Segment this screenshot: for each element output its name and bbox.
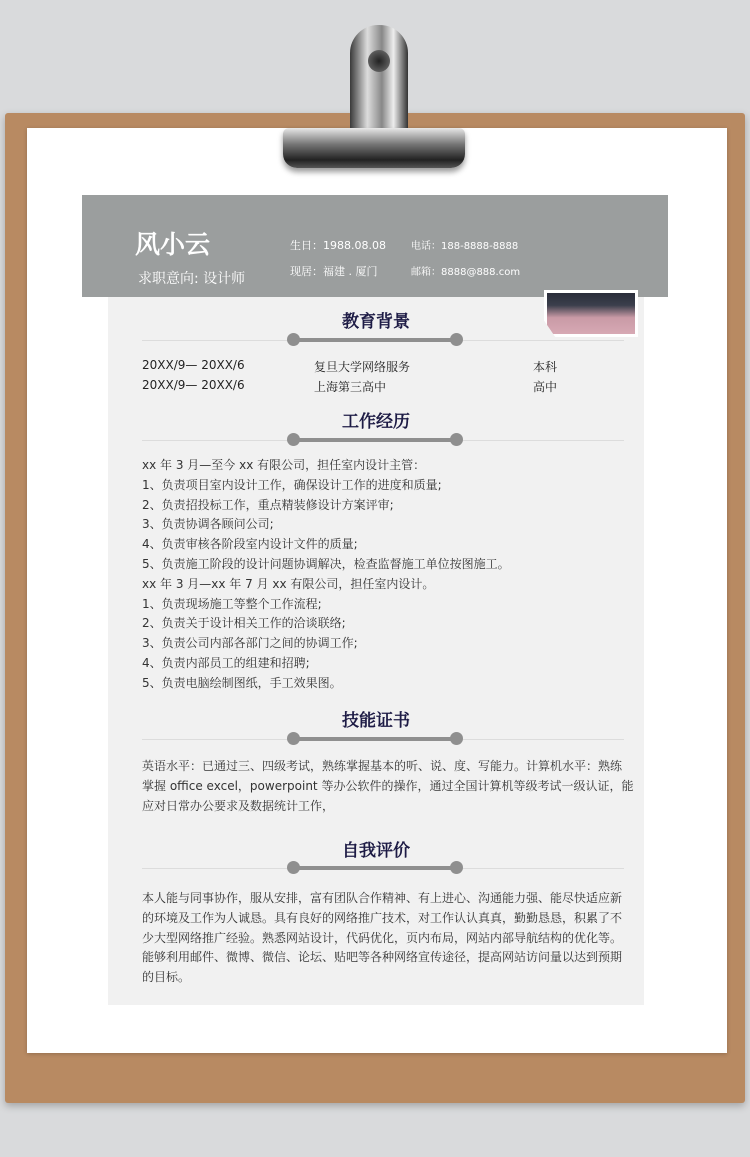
bar-dot (450, 732, 463, 745)
text-line: 3、负责公司内部各部门之间的协调工作; (142, 636, 358, 651)
edu-school: 复旦大学网络服务 (314, 360, 411, 374)
text-line: xx 年 3 月—至今 xx 有限公司，担任室内设计主管： (142, 458, 426, 472)
email: 邮箱：8888@888.com (411, 267, 521, 278)
edu-degree: 本科 (533, 360, 558, 374)
edu-period: 20XX/9— 20XX/6 (142, 378, 245, 392)
text-line: 2、负责关于设计相关工作的洽谈联络; (142, 616, 346, 631)
text-line: 5、负责电脑绘制图纸，手工效果图。 (142, 675, 342, 690)
resume-header (82, 195, 668, 297)
location: 现居：福建 . 厦门 (290, 265, 378, 278)
edu-school: 上海第三高中 (314, 380, 387, 394)
person-name: 风小云 (135, 230, 211, 259)
title-bar (293, 737, 457, 741)
resume-body (108, 297, 644, 1005)
bar-dot (287, 333, 300, 346)
text-line: 3、负责协调各顾问公司; (142, 517, 274, 532)
text-line: 1、负责现场施工等整个工作流程; (142, 596, 322, 611)
binder-clip-base (283, 128, 465, 168)
section-title-self: 自我评价 (342, 841, 410, 861)
section-title-work: 工作经历 (342, 412, 410, 432)
title-bar (293, 438, 457, 442)
text-line: 能够利用邮件、微博、微信、论坛、贴吧等各种网络宣传途径，提高网站访问量以达到预期 (142, 950, 623, 965)
text-line: 英语水平：已通过三、四级考试，熟练掌握基本的听、说、度、写能力。计算机水平：熟练 (142, 759, 623, 773)
text-line: 2、负责招投标工作，重点精装修设计方案评审; (142, 497, 394, 512)
bar-dot (450, 861, 463, 874)
profile-photo (544, 290, 638, 337)
job-intent: 求职意向: 设计师 (138, 271, 246, 287)
section-title-education: 教育背景 (342, 312, 410, 332)
text-line: 的目标。 (142, 970, 191, 985)
title-bar (293, 866, 457, 870)
text-line: 本人能与同事协作，服从安排，富有团队合作精神、有上进心、沟通能力强、能尽快适应新 (142, 891, 623, 905)
text-line: xx 年 3 月—xx 年 7 月 xx 有限公司，担任室内设计。 (142, 576, 435, 591)
edu-period: 20XX/9— 20XX/6 (142, 358, 245, 372)
text-line: 5、负责施工阶段的设计问题协调解决，检查监督施工单位按图施工。 (142, 557, 510, 571)
title-bar (293, 338, 457, 342)
birthday: 生日：1988.08.08 (290, 239, 386, 252)
binder-clip-icon (350, 25, 408, 145)
clip-hole (368, 50, 390, 72)
text-line: 的环境及工作为人诚恳。具有良好的网络推广技术，对工作认认真真，勤勤恳恳，积累了不 (142, 910, 623, 925)
section-title-skills: 技能证书 (342, 711, 410, 731)
bar-dot (287, 433, 300, 446)
text-line: 1、负责项目室内设计工作，确保设计工作的进度和质量; (142, 477, 442, 492)
edu-degree: 高中 (533, 380, 558, 394)
phone: 电话：188-8888-8888 (411, 241, 519, 252)
bar-dot (287, 861, 300, 874)
text-line: 应对日常办公要求及数据统计工作， (142, 798, 335, 813)
text-line: 4、负责审核各阶段室内设计文件的质量; (142, 537, 358, 552)
text-line: 少大型网络推广经验。熟悉网站设计，代码优化，页内布局，网站内部导航结构的优化等。 (142, 930, 623, 945)
text-line: 掌握 office excel，powerpoint 等办公软件的操作，通过全国计算机等级考试一级认证，能 (142, 778, 634, 793)
bar-dot (450, 433, 463, 446)
bar-dot (287, 732, 300, 745)
text-line: 4、负责内部员工的组建和招聘; (142, 656, 310, 670)
bar-dot (450, 333, 463, 346)
